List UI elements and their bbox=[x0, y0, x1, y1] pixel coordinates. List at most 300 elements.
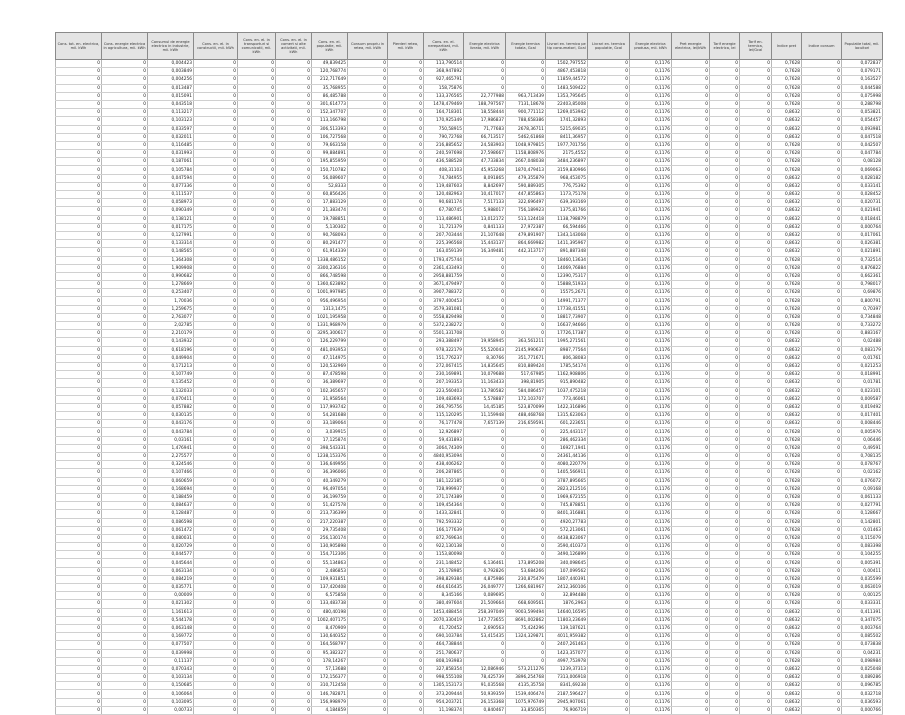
table-cell[interactable]: 0 bbox=[102, 92, 148, 100]
table-cell[interactable]: 151,776237 bbox=[424, 354, 464, 362]
table-cell[interactable]: 0 bbox=[102, 526, 148, 534]
table-cell[interactable]: 27,598667 bbox=[464, 150, 506, 158]
table-cell[interactable]: 0 bbox=[710, 633, 740, 641]
table-cell[interactable]: 0 bbox=[194, 100, 238, 108]
table-cell[interactable]: 0 bbox=[56, 477, 102, 485]
table-cell[interactable]: 0 bbox=[56, 215, 102, 223]
table-row[interactable] bbox=[56, 76, 883, 84]
table-cell[interactable]: 1173,75178 bbox=[546, 191, 588, 199]
table-cell[interactable]: 0,1176 bbox=[630, 682, 672, 690]
table-cell[interactable]: 0 bbox=[802, 191, 842, 199]
table-cell[interactable]: 0 bbox=[802, 289, 842, 297]
table-cell[interactable]: 0 bbox=[740, 264, 772, 272]
table-cell[interactable]: 109,931851 bbox=[312, 575, 348, 583]
table-cell[interactable]: 0 bbox=[388, 289, 424, 297]
table-cell[interactable]: 1353,795645 bbox=[546, 92, 588, 100]
table-cell[interactable]: 0 bbox=[194, 690, 238, 698]
table-cell[interactable]: 0 bbox=[276, 510, 312, 518]
table-row[interactable] bbox=[56, 92, 883, 100]
table-cell[interactable]: 0 bbox=[740, 395, 772, 403]
table-cell[interactable]: 0 bbox=[672, 575, 710, 583]
table-cell[interactable]: 2412,360106 bbox=[546, 584, 588, 592]
table-cell[interactable]: 0 bbox=[588, 428, 630, 436]
table-cell[interactable]: 0 bbox=[56, 264, 102, 272]
table-cell[interactable]: 0 bbox=[588, 305, 630, 313]
table-cell[interactable]: 0 bbox=[276, 60, 312, 68]
table-cell[interactable]: 0 bbox=[56, 403, 102, 411]
table-cell[interactable]: 0 bbox=[588, 403, 630, 411]
table-cell[interactable]: 0 bbox=[740, 92, 772, 100]
table-cell[interactable]: 0 bbox=[238, 297, 276, 305]
table-cell[interactable]: 0,1176 bbox=[630, 493, 672, 501]
table-cell[interactable]: 0 bbox=[506, 493, 546, 501]
table-cell[interactable]: 0 bbox=[348, 100, 388, 108]
table-cell[interactable]: 0 bbox=[672, 674, 710, 682]
table-cell[interactable]: 0,7628 bbox=[772, 493, 802, 501]
column-header[interactable]: Energie electrica livrata, mii. kWh bbox=[464, 33, 506, 60]
table-cell[interactable]: 0,7628 bbox=[772, 461, 802, 469]
table-cell[interactable]: 1876,2963 bbox=[546, 600, 588, 608]
table-row[interactable] bbox=[56, 493, 883, 501]
table-cell[interactable]: 0 bbox=[102, 551, 148, 559]
table-cell[interactable]: 0 bbox=[710, 256, 740, 264]
table-cell[interactable]: 0,8632 bbox=[772, 248, 802, 256]
table-cell[interactable]: 0 bbox=[56, 297, 102, 305]
table-row[interactable] bbox=[56, 191, 883, 199]
table-cell[interactable]: 0 bbox=[348, 281, 388, 289]
table-cell[interactable]: 0 bbox=[388, 199, 424, 207]
table-cell[interactable]: 0 bbox=[588, 461, 630, 469]
table-cell[interactable]: 0 bbox=[238, 182, 276, 190]
table-cell[interactable]: 0 bbox=[388, 264, 424, 272]
table-cell[interactable]: 0 bbox=[506, 477, 546, 485]
table-cell[interactable]: 0 bbox=[802, 379, 842, 387]
table-cell[interactable]: 0 bbox=[464, 477, 506, 485]
table-cell[interactable]: 0 bbox=[710, 657, 740, 665]
table-cell[interactable]: 0,061472 bbox=[148, 526, 194, 534]
table-cell[interactable]: 117,993742 bbox=[312, 403, 348, 411]
table-cell[interactable]: 0,04231 bbox=[842, 649, 883, 657]
table-cell[interactable]: 0 bbox=[802, 158, 842, 166]
table-cell[interactable]: 0 bbox=[194, 281, 238, 289]
table-cell[interactable]: 0 bbox=[802, 412, 842, 420]
table-cell[interactable]: 0 bbox=[56, 412, 102, 420]
table-cell[interactable]: 1239,37313 bbox=[546, 665, 588, 673]
table-row[interactable] bbox=[56, 223, 883, 231]
table-cell[interactable]: 0 bbox=[588, 150, 630, 158]
table-cell[interactable]: 0 bbox=[276, 706, 312, 714]
table-cell[interactable]: 0 bbox=[56, 444, 102, 452]
table-cell[interactable]: 18,558444 bbox=[464, 109, 506, 117]
table-cell[interactable]: 1305,153173 bbox=[424, 682, 464, 690]
table-cell[interactable]: 0 bbox=[194, 518, 238, 526]
table-cell[interactable]: 0 bbox=[710, 674, 740, 682]
table-cell[interactable]: 0 bbox=[672, 665, 710, 673]
table-cell[interactable]: 0 bbox=[238, 322, 276, 330]
table-cell[interactable]: 0 bbox=[348, 649, 388, 657]
table-cell[interactable]: 0 bbox=[588, 592, 630, 600]
table-cell[interactable]: 0,70397 bbox=[842, 305, 883, 313]
table-cell[interactable]: 0 bbox=[194, 289, 238, 297]
table-cell[interactable]: 4438,823067 bbox=[546, 534, 588, 542]
table-cell[interactable]: 0 bbox=[238, 665, 276, 673]
table-cell[interactable]: 0 bbox=[194, 362, 238, 370]
table-cell[interactable]: 0 bbox=[102, 436, 148, 444]
table-cell[interactable]: 0 bbox=[672, 256, 710, 264]
table-cell[interactable]: 0 bbox=[348, 68, 388, 76]
table-cell[interactable]: 0 bbox=[672, 223, 710, 231]
table-cell[interactable]: 0 bbox=[238, 289, 276, 297]
table-row[interactable] bbox=[56, 289, 883, 297]
table-cell[interactable]: 0 bbox=[56, 272, 102, 280]
table-cell[interactable]: 0 bbox=[388, 543, 424, 551]
table-cell[interactable]: 0,080031 bbox=[148, 534, 194, 542]
table-cell[interactable]: 0 bbox=[388, 354, 424, 362]
table-cell[interactable]: 0 bbox=[194, 338, 238, 346]
table-cell[interactable]: 0 bbox=[710, 223, 740, 231]
table-cell[interactable]: 0 bbox=[388, 682, 424, 690]
table-cell[interactable]: 0 bbox=[348, 387, 388, 395]
table-cell[interactable]: 0 bbox=[588, 600, 630, 608]
table-cell[interactable]: 0 bbox=[194, 395, 238, 403]
table-cell[interactable]: 0 bbox=[672, 403, 710, 411]
table-cell[interactable]: 0,115079 bbox=[842, 534, 883, 542]
column-header[interactable]: Livrari en. termica populatie, Gcal bbox=[588, 33, 630, 60]
table-cell[interactable]: 4920,27783 bbox=[546, 518, 588, 526]
table-cell[interactable]: 0,026381 bbox=[842, 240, 883, 248]
table-row[interactable] bbox=[56, 502, 883, 510]
table-cell[interactable]: 0 bbox=[276, 567, 312, 575]
table-cell[interactable]: 0 bbox=[740, 502, 772, 510]
table-cell[interactable]: 0 bbox=[102, 608, 148, 616]
table-cell[interactable]: 293,388497 bbox=[424, 338, 464, 346]
table-cell[interactable]: 4135,35758 bbox=[506, 682, 546, 690]
table-cell[interactable]: 0 bbox=[348, 395, 388, 403]
table-cell[interactable]: 0 bbox=[672, 412, 710, 420]
table-cell[interactable]: 0 bbox=[238, 109, 276, 117]
table-cell[interactable]: 0 bbox=[348, 166, 388, 174]
table-cell[interactable]: 408,31103 bbox=[424, 166, 464, 174]
table-cell[interactable]: 750,58915 bbox=[424, 125, 464, 133]
table-cell[interactable]: 0 bbox=[588, 485, 630, 493]
table-cell[interactable]: 15,443137 bbox=[464, 240, 506, 248]
table-cell[interactable]: 0,7628 bbox=[772, 469, 802, 477]
table-cell[interactable]: 0 bbox=[238, 166, 276, 174]
table-cell[interactable]: 0 bbox=[56, 289, 102, 297]
table-cell[interactable]: 0 bbox=[588, 584, 630, 592]
table-cell[interactable]: 106,727568 bbox=[312, 133, 348, 141]
table-cell[interactable]: 0,7628 bbox=[772, 305, 802, 313]
table-cell[interactable]: 584,086457 bbox=[506, 387, 546, 395]
table-cell[interactable]: 0 bbox=[194, 117, 238, 125]
table-cell[interactable]: 0 bbox=[276, 215, 312, 223]
table-cell[interactable]: 0,047594 bbox=[148, 174, 194, 182]
table-cell[interactable]: 0 bbox=[802, 706, 842, 714]
table-cell[interactable]: 0 bbox=[56, 338, 102, 346]
table-row[interactable] bbox=[56, 428, 883, 436]
table-cell[interactable]: 170,925349 bbox=[424, 117, 464, 125]
table-cell[interactable]: 0 bbox=[740, 649, 772, 657]
table-cell[interactable]: 0,734848 bbox=[842, 313, 883, 321]
table-cell[interactable]: 0 bbox=[276, 297, 312, 305]
table-cell[interactable]: 0 bbox=[102, 76, 148, 84]
table-cell[interactable]: 0 bbox=[740, 158, 772, 166]
table-cell[interactable]: 147,773655 bbox=[464, 616, 506, 624]
table-cell[interactable]: 0 bbox=[588, 526, 630, 534]
table-cell[interactable]: 0 bbox=[588, 191, 630, 199]
table-cell[interactable]: 0,1176 bbox=[630, 526, 672, 534]
table-cell[interactable]: 0 bbox=[802, 354, 842, 362]
table-cell[interactable]: 207,703444 bbox=[424, 231, 464, 239]
table-cell[interactable]: 0 bbox=[276, 608, 312, 616]
table-cell[interactable]: 0 bbox=[710, 117, 740, 125]
table-cell[interactable]: 0 bbox=[464, 543, 506, 551]
table-cell[interactable]: 0 bbox=[588, 84, 630, 92]
table-cell[interactable]: 0 bbox=[388, 518, 424, 526]
table-cell[interactable]: 78,425739 bbox=[464, 674, 506, 682]
table-cell[interactable]: 0 bbox=[194, 551, 238, 559]
table-cell[interactable]: 0 bbox=[802, 174, 842, 182]
table-cell[interactable]: 0,7628 bbox=[772, 84, 802, 92]
table-cell[interactable]: 0 bbox=[102, 248, 148, 256]
table-cell[interactable]: 4011,959382 bbox=[546, 633, 588, 641]
table-cell[interactable]: 0 bbox=[710, 231, 740, 239]
table-cell[interactable]: 0,061133 bbox=[842, 493, 883, 501]
table-cell[interactable]: 0 bbox=[506, 60, 546, 68]
table-cell[interactable]: 8401,316881 bbox=[546, 510, 588, 518]
table-cell[interactable]: 0,133314 bbox=[148, 240, 194, 248]
table-cell[interactable]: 0 bbox=[672, 272, 710, 280]
table-cell[interactable]: 0,7628 bbox=[772, 526, 802, 534]
table-cell[interactable]: 0,411391 bbox=[842, 608, 883, 616]
table-cell[interactable]: 0 bbox=[238, 624, 276, 632]
table-cell[interactable]: 0 bbox=[588, 281, 630, 289]
table-cell[interactable]: 0,8632 bbox=[772, 109, 802, 117]
table-cell[interactable]: 0 bbox=[740, 60, 772, 68]
table-cell[interactable]: 0 bbox=[194, 346, 238, 354]
table-cell[interactable]: 0 bbox=[56, 559, 102, 567]
table-cell[interactable]: 0,033597 bbox=[148, 125, 194, 133]
table-cell[interactable]: 0 bbox=[56, 231, 102, 239]
table-cell[interactable]: 0 bbox=[506, 264, 546, 272]
table-cell[interactable]: 0 bbox=[194, 248, 238, 256]
table-cell[interactable]: 0 bbox=[388, 469, 424, 477]
table-cell[interactable]: 0 bbox=[802, 534, 842, 542]
table-cell[interactable]: 0 bbox=[740, 133, 772, 141]
table-cell[interactable]: 0,7628 bbox=[772, 649, 802, 657]
table-cell[interactable]: 0 bbox=[802, 485, 842, 493]
table-cell[interactable]: 0 bbox=[348, 575, 388, 583]
table-cell[interactable]: 29,735408 bbox=[312, 526, 348, 534]
table-cell[interactable]: 0 bbox=[588, 68, 630, 76]
table-cell[interactable]: 0 bbox=[710, 436, 740, 444]
table-cell[interactable]: 0 bbox=[710, 84, 740, 92]
table-cell[interactable]: 2667,048038 bbox=[506, 158, 546, 166]
table-cell[interactable]: 690,103784 bbox=[424, 633, 464, 641]
table-cell[interactable]: 0 bbox=[388, 207, 424, 215]
table-cell[interactable]: 0 bbox=[238, 387, 276, 395]
table-cell[interactable]: 0,00009 bbox=[148, 592, 194, 600]
table-cell[interactable]: 0,7628 bbox=[772, 436, 802, 444]
table-cell[interactable]: 0,1176 bbox=[630, 649, 672, 657]
table-cell[interactable]: 0 bbox=[388, 231, 424, 239]
table-cell[interactable]: 66,594466 bbox=[546, 223, 588, 231]
table-cell[interactable]: 0 bbox=[588, 240, 630, 248]
table-cell[interactable]: 0 bbox=[388, 584, 424, 592]
table-cell[interactable]: 0 bbox=[740, 166, 772, 174]
table-cell[interactable]: 0 bbox=[276, 641, 312, 649]
table-cell[interactable]: 0 bbox=[276, 109, 312, 117]
table-cell[interactable]: 0 bbox=[194, 231, 238, 239]
table-cell[interactable]: 0 bbox=[740, 690, 772, 698]
table-cell[interactable]: 6,136461 bbox=[464, 559, 506, 567]
table-cell[interactable]: 0 bbox=[388, 305, 424, 313]
table-cell[interactable]: 0 bbox=[740, 240, 772, 248]
table-cell[interactable]: 0 bbox=[710, 297, 740, 305]
table-cell[interactable]: 11859,44572 bbox=[546, 76, 588, 84]
table-cell[interactable]: 0 bbox=[102, 182, 148, 190]
table-cell[interactable]: 0 bbox=[740, 231, 772, 239]
table-cell[interactable]: 0 bbox=[710, 453, 740, 461]
table-cell[interactable]: 0 bbox=[588, 207, 630, 215]
table-cell[interactable]: 0 bbox=[802, 313, 842, 321]
table-cell[interactable]: 0 bbox=[506, 592, 546, 600]
table-cell[interactable]: 0 bbox=[348, 641, 388, 649]
table-cell[interactable]: 0 bbox=[238, 191, 276, 199]
table-cell[interactable]: 3300,236316 bbox=[312, 264, 348, 272]
table-cell[interactable]: 0,8632 bbox=[772, 223, 802, 231]
table-cell[interactable]: 0 bbox=[740, 453, 772, 461]
table-cell[interactable]: 0,049904 bbox=[148, 354, 194, 362]
table-cell[interactable]: 0 bbox=[464, 84, 506, 92]
table-cell[interactable]: 0,7628 bbox=[772, 68, 802, 76]
table-cell[interactable]: 0,7628 bbox=[772, 641, 802, 649]
table-cell[interactable]: 3787,895665 bbox=[546, 477, 588, 485]
table-cell[interactable]: 0 bbox=[238, 281, 276, 289]
table-cell[interactable]: 0 bbox=[672, 68, 710, 76]
table-cell[interactable]: 0 bbox=[672, 231, 710, 239]
table-cell[interactable]: 0 bbox=[388, 428, 424, 436]
table-cell[interactable]: 0 bbox=[740, 199, 772, 207]
table-cell[interactable]: 0,733272 bbox=[842, 322, 883, 330]
table-cell[interactable]: 0,1176 bbox=[630, 403, 672, 411]
table-cell[interactable]: 0 bbox=[464, 502, 506, 510]
table-cell[interactable]: 0,005976 bbox=[842, 428, 883, 436]
table-cell[interactable]: 0 bbox=[506, 256, 546, 264]
table-cell[interactable]: 438,406262 bbox=[424, 461, 464, 469]
table-cell[interactable]: 0 bbox=[276, 428, 312, 436]
table-cell[interactable]: 0 bbox=[710, 281, 740, 289]
table-cell[interactable]: 0 bbox=[740, 559, 772, 567]
table-cell[interactable]: 363,561211 bbox=[506, 338, 546, 346]
table-row[interactable] bbox=[56, 674, 883, 682]
table-cell[interactable]: 0,49591 bbox=[842, 444, 883, 452]
table-cell[interactable]: 47,733834 bbox=[464, 158, 506, 166]
table-cell[interactable]: 0 bbox=[740, 387, 772, 395]
table-cell[interactable]: 0 bbox=[464, 493, 506, 501]
table-cell[interactable]: 0 bbox=[672, 150, 710, 158]
table-cell[interactable]: 0 bbox=[238, 346, 276, 354]
table-cell[interactable]: 0 bbox=[238, 76, 276, 84]
table-cell[interactable]: 572,213061 bbox=[546, 526, 588, 534]
table-cell[interactable]: 0 bbox=[802, 256, 842, 264]
table-cell[interactable]: 0,054457 bbox=[842, 117, 883, 125]
table-cell[interactable]: 0 bbox=[740, 174, 772, 182]
table-cell[interactable]: 18460,13634 bbox=[546, 256, 588, 264]
table-cell[interactable]: 87,478598 bbox=[312, 371, 348, 379]
table-cell[interactable]: 216,659591 bbox=[506, 420, 546, 428]
table-cell[interactable]: 954,203721 bbox=[424, 698, 464, 706]
table-cell[interactable]: 0,1176 bbox=[630, 412, 672, 420]
table-cell[interactable]: 0,347075 bbox=[842, 616, 883, 624]
table-cell[interactable]: 0 bbox=[194, 674, 238, 682]
table-cell[interactable]: 0,7628 bbox=[772, 633, 802, 641]
table-cell[interactable]: 0 bbox=[276, 551, 312, 559]
table-cell[interactable]: 0 bbox=[802, 322, 842, 330]
table-cell[interactable]: 55,134863 bbox=[312, 559, 348, 567]
table-cell[interactable]: 0 bbox=[506, 436, 546, 444]
table-cell[interactable]: 0,8632 bbox=[772, 412, 802, 420]
table-cell[interactable]: 0,7628 bbox=[772, 60, 802, 68]
table-cell[interactable]: 0 bbox=[194, 502, 238, 510]
table-cell[interactable]: 0 bbox=[276, 616, 312, 624]
table-cell[interactable]: 0,084637 bbox=[148, 502, 194, 510]
table-cell[interactable]: 0 bbox=[348, 305, 388, 313]
table-cell[interactable]: 0 bbox=[56, 510, 102, 518]
table-cell[interactable]: 95,382327 bbox=[312, 649, 348, 657]
table-cell[interactable]: 0 bbox=[194, 575, 238, 583]
table-cell[interactable]: 0 bbox=[348, 379, 388, 387]
table-cell[interactable]: 0,025048 bbox=[842, 665, 883, 673]
table-cell[interactable]: 0,7628 bbox=[772, 534, 802, 542]
table-cell[interactable]: 0 bbox=[102, 698, 148, 706]
table-cell[interactable]: 137,420408 bbox=[312, 584, 348, 592]
table-cell[interactable]: 0 bbox=[672, 682, 710, 690]
table-cell[interactable]: 0 bbox=[740, 592, 772, 600]
table-cell[interactable]: 963,713439 bbox=[506, 92, 546, 100]
table-cell[interactable]: 0 bbox=[276, 534, 312, 542]
table-cell[interactable]: 1,909908 bbox=[148, 264, 194, 272]
table-cell[interactable]: 0,021891 bbox=[842, 248, 883, 256]
table-cell[interactable]: 0,1176 bbox=[630, 453, 672, 461]
column-header[interactable]: Cons. energie electrica in agricultura, mii. kWh bbox=[102, 33, 148, 60]
table-cell[interactable]: 0 bbox=[56, 60, 102, 68]
table-cell[interactable]: 0,1176 bbox=[630, 436, 672, 444]
table-cell[interactable]: 0 bbox=[388, 256, 424, 264]
table-cell[interactable]: 1502,797552 bbox=[546, 60, 588, 68]
table-cell[interactable]: 0 bbox=[102, 477, 148, 485]
table-cell[interactable]: 0 bbox=[388, 76, 424, 84]
table-cell[interactable]: 728,999937 bbox=[424, 485, 464, 493]
table-cell[interactable]: 0 bbox=[276, 584, 312, 592]
table-cell[interactable]: 0,00411 bbox=[842, 567, 883, 575]
table-cell[interactable]: 0 bbox=[740, 477, 772, 485]
table-cell[interactable]: 0 bbox=[276, 379, 312, 387]
table-cell[interactable]: 0 bbox=[672, 84, 710, 92]
table-cell[interactable]: 230,875479 bbox=[506, 575, 546, 583]
table-cell[interactable]: 80,291477 bbox=[312, 240, 348, 248]
table-cell[interactable]: 107,099562 bbox=[546, 567, 588, 575]
table-cell[interactable]: 0,7628 bbox=[772, 551, 802, 559]
column-header[interactable]: Consumul de energie electrica in industrie, mii. kWh bbox=[148, 33, 194, 60]
table-cell[interactable]: 0,1176 bbox=[630, 76, 672, 84]
table-cell[interactable]: 0 bbox=[740, 706, 772, 714]
table-cell[interactable]: 0 bbox=[388, 84, 424, 92]
table-cell[interactable]: 0,800791 bbox=[842, 297, 883, 305]
table-cell[interactable]: 0 bbox=[348, 354, 388, 362]
table-cell[interactable]: 0 bbox=[348, 191, 388, 199]
table-cell[interactable]: 90,681174 bbox=[424, 199, 464, 207]
